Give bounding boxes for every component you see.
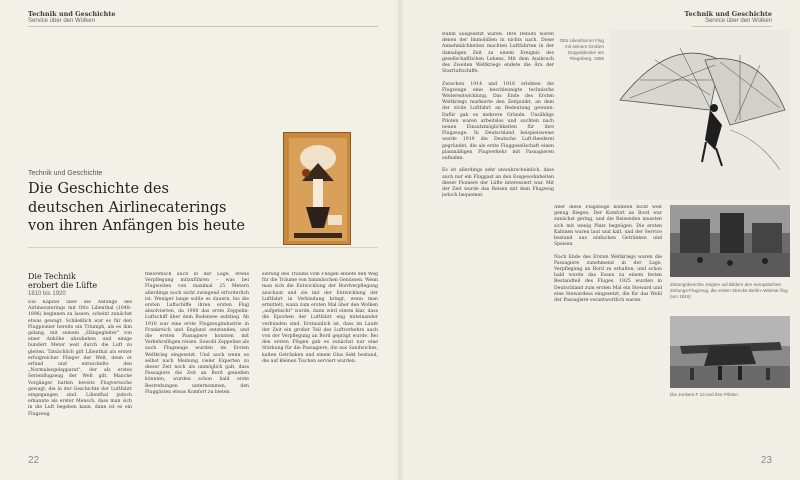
title-rule bbox=[28, 247, 378, 248]
article-title bbox=[28, 180, 258, 236]
section-heading bbox=[28, 272, 97, 299]
title-line-1: Die Geschichte des bbox=[28, 181, 169, 197]
plane-photo-caption: Die Junkers F 13 und ihre Piloten bbox=[670, 392, 738, 397]
section-heading-line-2: erobert die Lüfte bbox=[28, 281, 98, 290]
article-kicker: Technik und Geschichte bbox=[28, 170, 103, 177]
running-head-subtitle-right: Service über den Wolken bbox=[705, 18, 772, 24]
spread-gutter bbox=[396, 0, 404, 480]
text-column-4: Ruhm ausgesetzt waren. Ihre Debüts waren denen der Immobilien in nichts nach. Diese Annehmlichkeiten machten Luftfahrten in der damaligen Zeit zu einem Ereignis des gesellschaftlichen Lebens. Mit dem Ausbruch des Zweiten Weltkriegs endete die Ära der Starrluftschiffe. Zwischen 1914 und 1918 erlebten die Flugzeuge eine beschleunigte technische Weiterentwicklung. Das Ende des Ersten Weltkriegs markierte den Zeitpunkt, an dem der zivile Luftfahrt an Bedeutung gewann. Dafür gab es mehrere Gründe. Unzählige Piloten waren arbeitslos und suchten nach neuen Einsatzmöglichkeiten für ihre Flugzeuge. In Deutschland beispielsweise wurde 1919 die Deutsche Luft-Reederei gegründet, die als erste Fluggesellschaft einen planmäßigen Flugverkehr mit Passagieren aufnahm. Es ist allerdings sehr unwahrscheinlich, dass auch nur ein Fluggast an den Essgewohnheiten dieser Pioniere der Lüfte interessiert war. Mit der Zeit wurde das Reisen mit dem Flugzeug jedoch bequemer. bbox=[442, 32, 554, 199]
running-head-subtitle-left: Service über den Wolken bbox=[28, 18, 95, 24]
header-rule-right bbox=[692, 26, 772, 27]
vintage-poster-image bbox=[283, 132, 351, 245]
title-line-3: von ihren Anfängen bis heute bbox=[28, 218, 245, 234]
text-column-2: theoretisch auch in der Lage, etwas Verpflegung mitzuführen – was bei Flugweiten von maximal 25 Metern allerdings noch nicht zwingend erforderlich ist. Weniger lange sollte es dauern, bis die ersten Luftschiffe ihren ersten Flug absolvierten, da 1900 das erste Zeppelin-Luftschiff über dem Bodensee aufstieg. Ab 1910 war eine erste Flugzeugindustrie in Frankreich und England entstanden, und die ersten Passagiere konnten mit Verkehrsflügen reisen. Sowohl Zeppeline als auch Flugzeuge wurden im Ersten Weltkrieg eingesetzt. Und auch wenn es selbst nach Meinung vieler Experten zu dieser Zeit noch als unmöglich galt, dass Passagiere die Zeit an Bord genießen könnten, wurden schon bald erste Bestrebungen unternommen, den Fluggästen etwas Komfort zu bieten. bbox=[145, 272, 249, 395]
glider-caption: Otto Lilienthal im Flug mit seinem Großen Doppeldecker am Fliegeberg, 1895 bbox=[559, 38, 604, 61]
running-head-title-left: Technik und Geschichte bbox=[28, 10, 116, 18]
page-number-right: 23 bbox=[760, 455, 772, 466]
title-line-2: deutschen Airlinecaterings bbox=[28, 199, 227, 216]
text-column-1: Ein Kapitel über die Anfänge des Airlinecaterings mit Otto Lilienthal (1848–1896) beginnen zu lassen, scheint zunächst etwas gewagt. Schließlich war es für den Flugpionier bereits ein Triumph, als es ihm gelang, mit seinem „Hängegleiter" von einer Anhöhe abzuheben und einige hundert Meter weit durch die Luft zu gleiten. Tatsächlich gilt Lilienthal als erster erfolgreicher Flieger der Welt, denn er erfand und entwickelte den „Normalsegelapparat", der als erstes Serienflugzeug der Welt gilt. Manche Vorgänger hatten bereits Flugversuche gewagt, die in der Geschichte der Luftfahrt eingegangen sind. Lilienthal jedoch erkannte als erster Mensch, dass man sich in die Luft begeben kann, dann ist es ein Flugzeug. bbox=[28, 300, 132, 417]
ruin-photo-caption: Zeitungsberichte zeigten auf Bildern den europäischen Zeitungs-Flugzeug, die ersten Strecke Berlin–Weimar flog (um 1919) bbox=[670, 282, 788, 299]
text-column-3: sierung des Traums vom Fliegen ebnete den Weg für die Träume von himmlischen Genüssen. Wenn man sich die Entwicklung der Bordverpflegung anschaut und sie mit der Entwicklung der Luftfahrt in Verbindung bringt, wenn man ermittelt, wann zum ersten Mal über den Wolken „aufgetischt" wurde, dann wird einem klar, dass die Epochen der Luftfahrt eng miteinander verbunden sind. Erstaunlich ist, dass im Laufe der Zeit ein großer Teil des Luftverkehrs auch von der Verpflegung an Bord geprägt wurde. Bei den ersten Flügen gab es zunächst nur eine Stärkung für die Passagiere, die aus Sandwiches, kalten Getränken und einem Glas Sekt bestand, die auf kleinen Tischen serviert wurden. bbox=[262, 272, 378, 364]
historic-photo-airfield bbox=[670, 205, 790, 277]
historic-photo-junkers bbox=[670, 316, 790, 388]
section-date: 1810 bis 1920 bbox=[28, 291, 66, 297]
section-heading-line-1: Die Technik bbox=[28, 272, 76, 281]
text-column-5: Aber diese Flugzeuge konnten nicht weit genug fliegen. Der Komfort an Bord war zunächst gering, und die Reisenden mussten sich mit wenig Platz begnügen. Die ersten Kabinen waren laut und kalt, und der Service bestand aus einfachen Getränken und Speisen. Nach Ende des Ersten Weltkriegs waren die Passagiere zunehmend in der Lage, Verpflegung an Bord zu erhalten, und schon bald wurde das Essen zu einem festen Bestandteil des Fluges. 1925 wurden in Deutschland zum ersten Mal ein Steward und eine Stewardess eingesetzt, die für das Wohl der Passagiere verantwortlich waren. bbox=[554, 205, 662, 304]
glider-photo bbox=[610, 30, 790, 200]
running-head-title-right: Technik und Geschichte bbox=[684, 10, 772, 18]
page-number-left: 22 bbox=[28, 455, 40, 466]
header-rule-left bbox=[28, 26, 378, 27]
